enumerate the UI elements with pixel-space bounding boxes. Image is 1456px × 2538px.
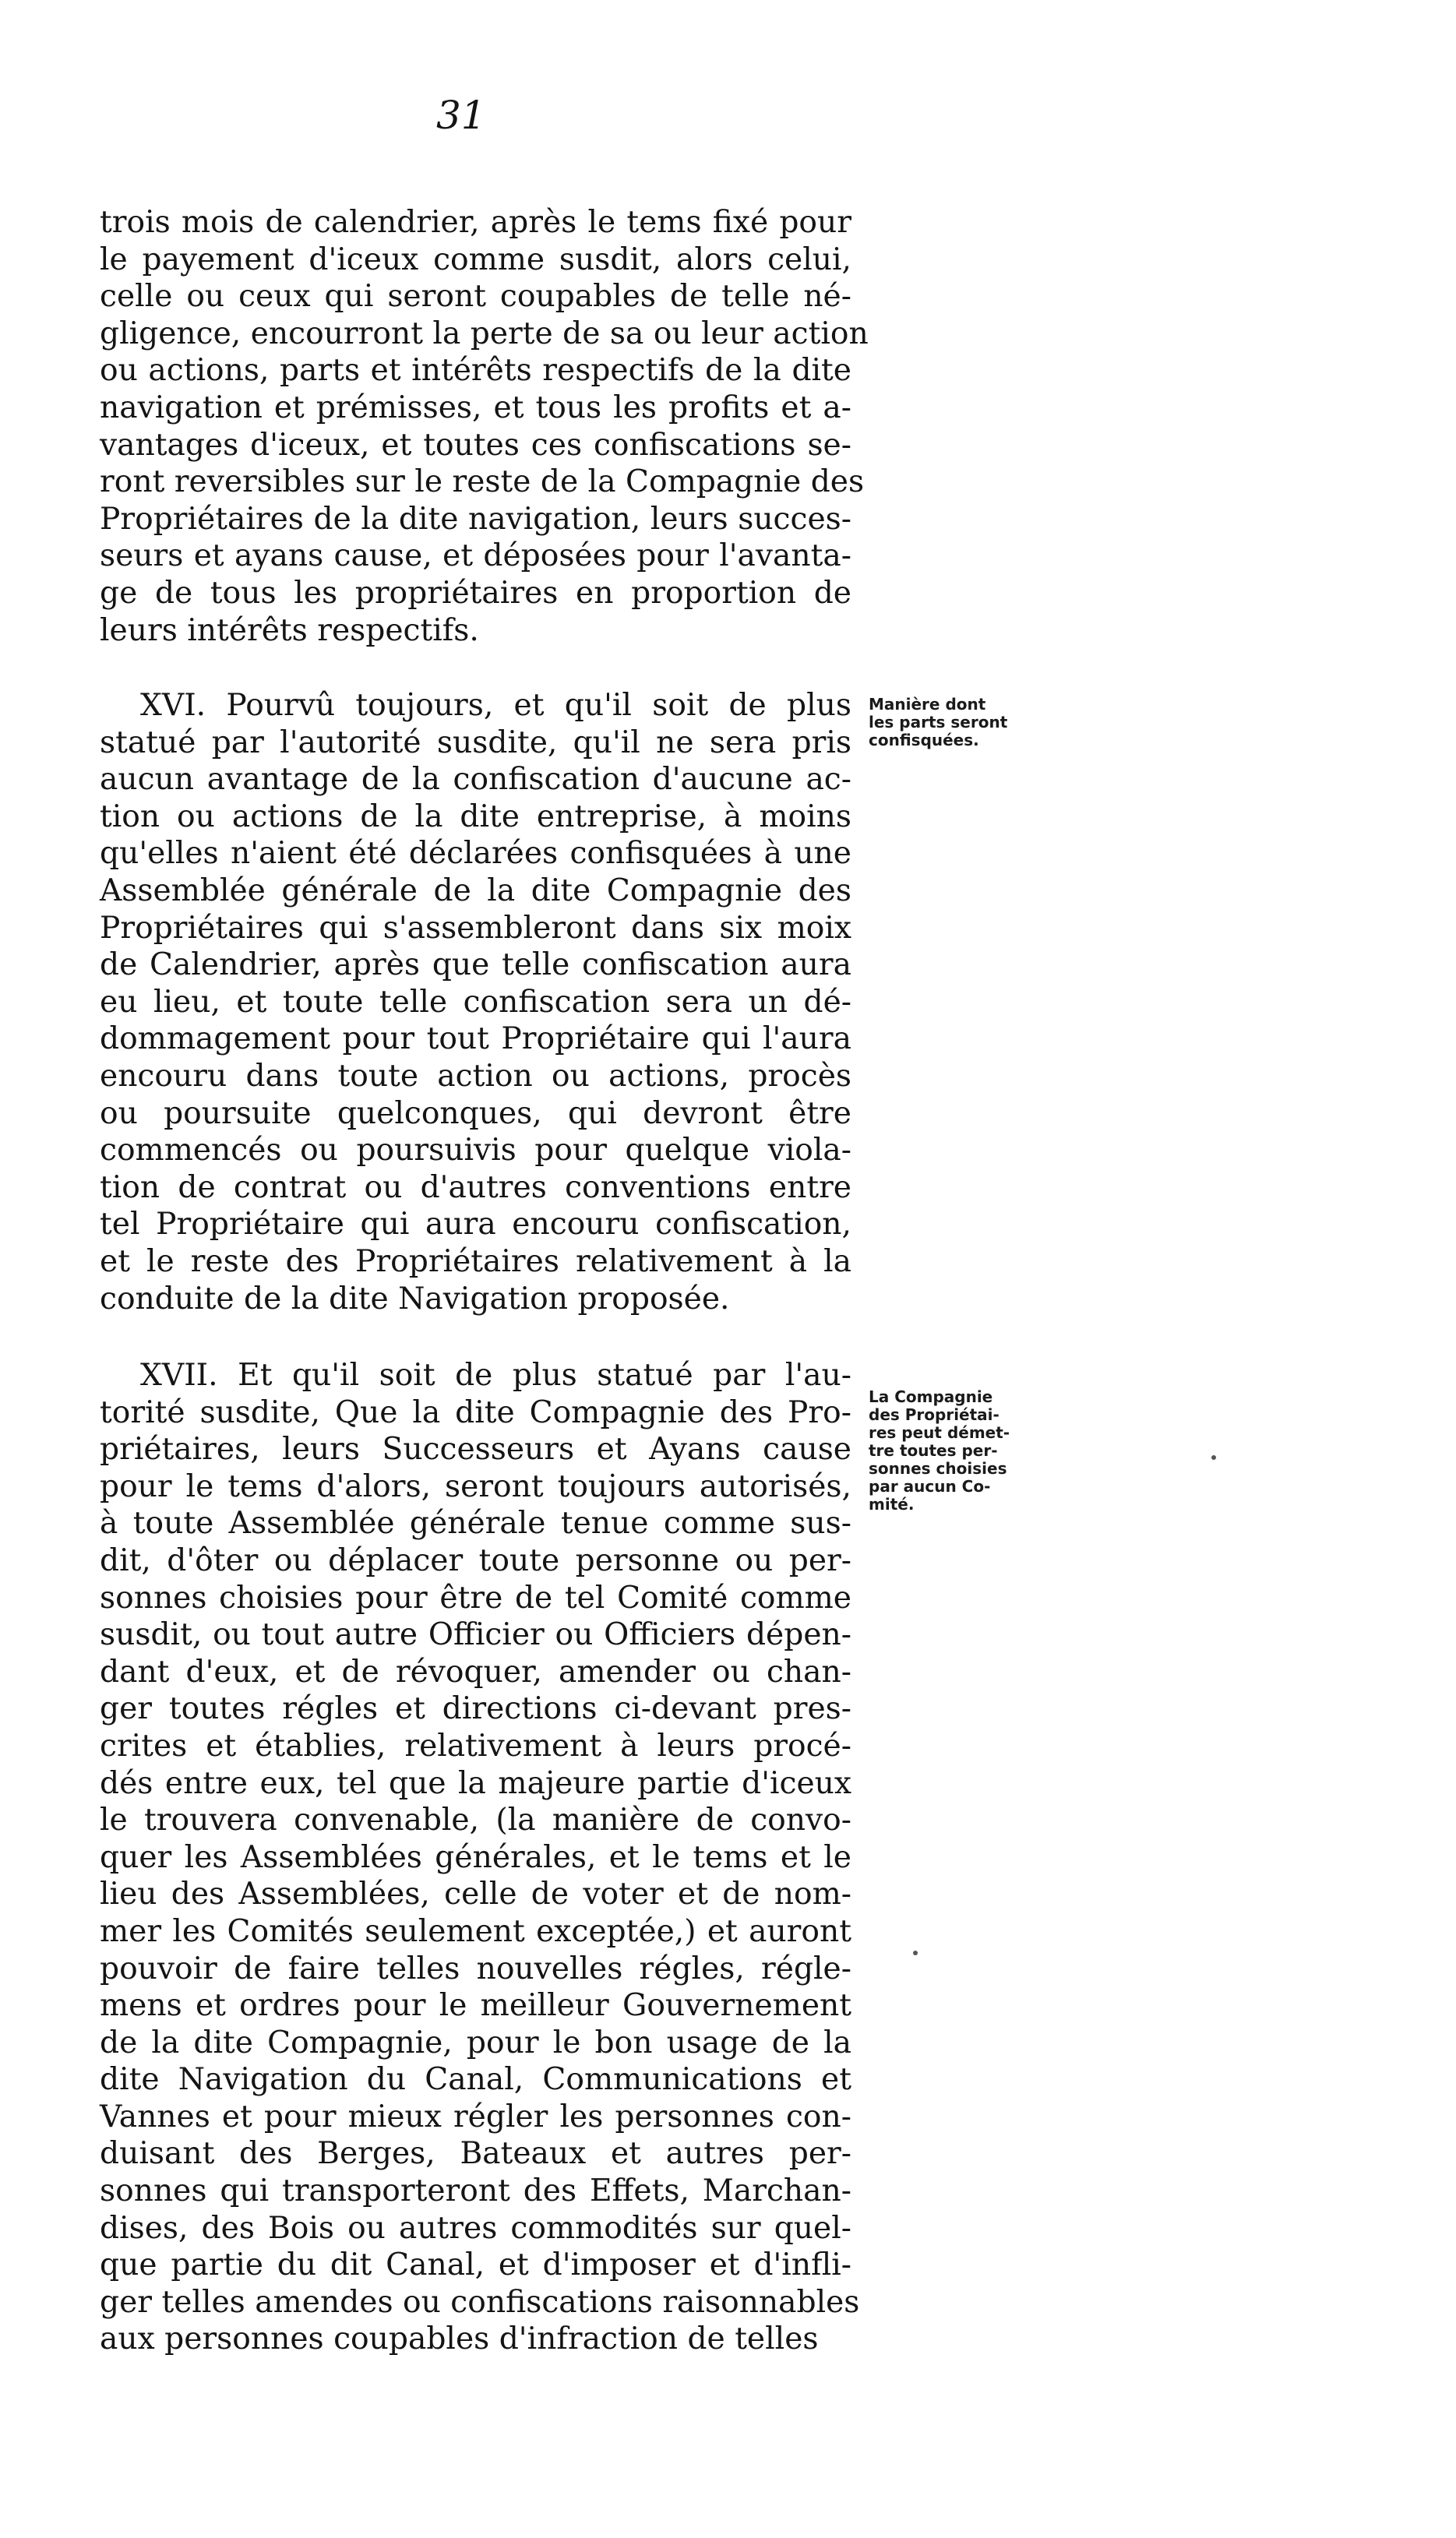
text-line: navigation et prémisses, et tous les profits et a- (100, 390, 851, 425)
text-line: de la dite Compagnie, pour le bon usage de la (100, 2025, 851, 2060)
text-line: dite Navigation du Canal, Communications et (100, 2062, 851, 2098)
text-line: XVI. Pourvû toujours, et qu'il soit de plus (140, 688, 851, 723)
margin-note-line: les parts seront (869, 713, 1008, 731)
text-line: Assemblée générale de la dite Compagnie des (100, 872, 851, 908)
text-line: dommagement pour tout Propriétaire qui l'aura (100, 1021, 851, 1057)
text-line: qu'elles n'aient été déclarées confisquées à une (100, 836, 851, 872)
text-line: lieu des Assemblées, celle de voter et de nom- (100, 1877, 851, 1912)
text-line: dit, d'ôter ou déplacer toute personne ou per- (100, 1542, 851, 1578)
text-line: susdit, ou tout autre Officier ou Officiers dépen- (100, 1617, 851, 1653)
margin-note-xvii (869, 1388, 1024, 1514)
text-line: XVII. Et qu'il soit de plus statué par l'au- (140, 1358, 851, 1393)
text-line: quer les Assemblées générales, et le tems et le (100, 1839, 851, 1875)
text-line: ger telles amendes ou confiscations raisonnables (100, 2284, 860, 2320)
paper-speck (913, 1951, 918, 1955)
text-line: seurs et ayans cause, et déposées pour l'avanta- (100, 538, 851, 574)
text-line: commencés ou poursuivis pour quelque viola- (100, 1133, 851, 1169)
margin-note-line: res peut démet- (869, 1423, 1010, 1442)
margin-note-xvi (869, 696, 1024, 749)
paragraph-section-xvi (100, 687, 851, 1317)
text-line: vantages d'iceux, et toutes ces confiscations se- (100, 427, 851, 463)
text-line: pour le tems d'alors, seront toujours autorisés, (100, 1468, 851, 1504)
text-line: torité susdite, Que la dite Compagnie des Pro- (100, 1394, 851, 1430)
text-line: aucun avantage de la confiscation d'aucune ac- (100, 762, 851, 798)
text-line: tion de contrat ou d'autres conventions entre (100, 1169, 851, 1205)
margin-note-line: confisquées. (869, 731, 979, 749)
text-line: gligence, encourront la perte de sa ou leur action (100, 315, 869, 351)
text-line: ou poursuite quelconques, qui devront être (100, 1095, 851, 1131)
margin-note-line: par aucun Co- (869, 1477, 991, 1496)
margin-note-line: tre toutes per- (869, 1441, 998, 1460)
text-line: à toute Assemblée générale tenue comme sus- (100, 1506, 851, 1542)
text-line: Propriétaires de la dite navigation, leurs succes- (100, 501, 851, 537)
text-line: aux personnes coupables d'infraction de telles (100, 2321, 819, 2357)
text-line: Propriétaires qui s'assembleront dans six moix (100, 910, 851, 946)
text-line: sonnes qui transporteront des Effets, Marchan- (100, 2173, 851, 2209)
margin-note-line: des Propriétai- (869, 1405, 999, 1424)
page-number: 31 (436, 93, 486, 138)
text-line: ou actions, parts et intérêts respectifs de la dite (100, 353, 851, 389)
text-line: ront reversibles sur le reste de la Compagnie des (100, 464, 865, 500)
text-line: dant d'eux, et de révoquer, amender ou chan- (100, 1654, 851, 1690)
text-line: eu lieu, et toute telle confiscation sera un dé- (100, 984, 851, 1020)
text-line: et le reste des Propriétaires relativement à la (100, 1243, 851, 1279)
text-line: sonnes choisies pour être de tel Comité comme (100, 1580, 851, 1616)
margin-note-line: sonnes choisies (869, 1459, 1007, 1478)
text-line: conduite de la dite Navigation proposée. (100, 1281, 730, 1317)
text-line: mens et ordres pour le meilleur Gouvernement (100, 1988, 851, 2024)
margin-note-line: La Compagnie (869, 1387, 993, 1406)
text-line: tel Propriétaire qui aura encouru confiscation, (100, 1207, 851, 1243)
text-line: ger toutes régles et directions ci-devant pres- (100, 1691, 851, 1727)
text-line: Vannes et pour mieux régler les personnes con- (100, 2099, 851, 2134)
margin-note-line: mité. (869, 1495, 915, 1514)
text-line: dés entre eux, tel que la majeure partie d'iceux (100, 1765, 851, 1801)
text-line: que partie du dit Canal, et d'imposer et d'infli- (100, 2247, 851, 2283)
text-line: dises, des Bois ou autres commodités sur quel- (100, 2210, 851, 2246)
text-line: encouru dans toute action ou actions, procès (100, 1058, 851, 1094)
text-line: trois mois de calendrier, après le tems fixé pour (100, 205, 851, 240)
text-line: crites et établies, relativement à leurs procé- (100, 1728, 851, 1764)
text-line: priétaires, leurs Successeurs et Ayans cause (100, 1432, 851, 1468)
text-line: mer les Comités seulement exceptée,) et auront (100, 1913, 851, 1949)
text-line: celle ou ceux qui seront coupables de telle né- (100, 279, 851, 315)
margin-note-line: Manière dont (869, 695, 986, 714)
text-line: ge de tous les propriétaires en proportion de (100, 575, 851, 611)
text-line: le trouvera convenable, (la manière de convo- (100, 1803, 851, 1838)
paper-speck (1211, 1455, 1216, 1460)
paragraph-continuation (100, 204, 869, 649)
text-line: leurs intérêts respectifs. (100, 612, 479, 648)
text-line: de Calendrier, après que telle confiscation aura (100, 947, 851, 983)
text-line: duisant des Berges, Bateaux et autres per- (100, 2136, 851, 2172)
text-line: tion ou actions de la dite entreprise, à moins (100, 798, 851, 834)
paragraph-section-xvii (100, 1357, 860, 2358)
text-line: le payement d'iceux comme susdit, alors celui, (100, 241, 851, 277)
text-line: statué par l'autorité susdite, qu'il ne sera pris (100, 724, 851, 760)
text-line: pouvoir de faire telles nouvelles régles, régle- (100, 1951, 851, 1986)
